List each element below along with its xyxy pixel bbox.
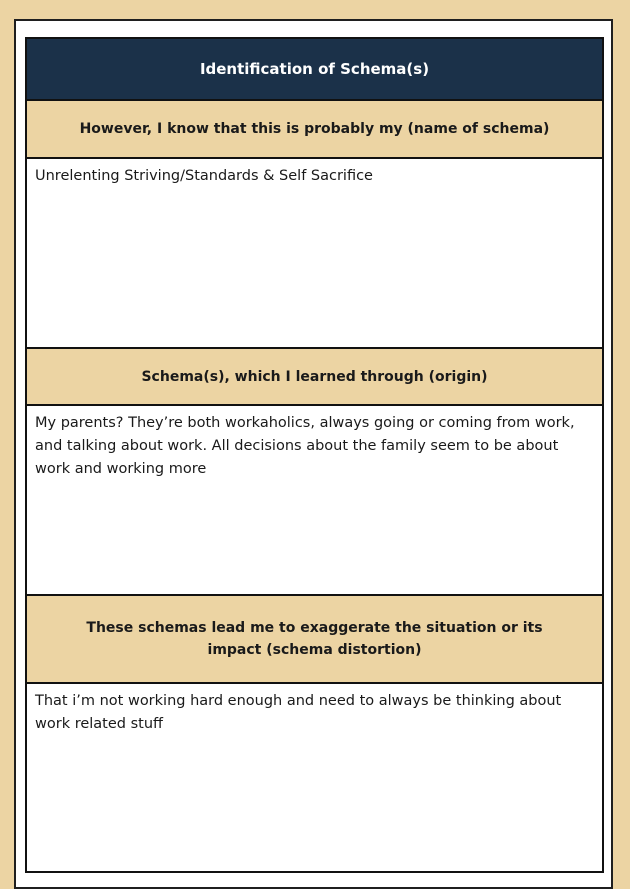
schema-name-answer[interactable]: Unrelenting Striving/Standards & Self Sacrifice bbox=[27, 159, 602, 349]
schema-distortion-answer[interactable]: That i’m not working hard enough and need to always be thinking about work related stuff bbox=[27, 684, 602, 873]
schema-name-prompt: However, I know that this is probably my (name of schema) bbox=[27, 101, 602, 159]
document-page bbox=[14, 19, 613, 889]
schema-origin-answer[interactable]: My parents? They’re both workaholics, always going or coming from work, and talking about work. All decisions about the family seem to be about work and working more bbox=[27, 406, 602, 596]
worksheet-title: Identification of Schema(s) bbox=[27, 39, 602, 101]
schema-distortion-prompt: These schemas lead me to exaggerate the situation or its impact (schema distortion) bbox=[27, 596, 602, 684]
schema-worksheet-table bbox=[25, 37, 604, 873]
schema-origin-prompt: Schema(s), which I learned through (origin) bbox=[27, 349, 602, 406]
